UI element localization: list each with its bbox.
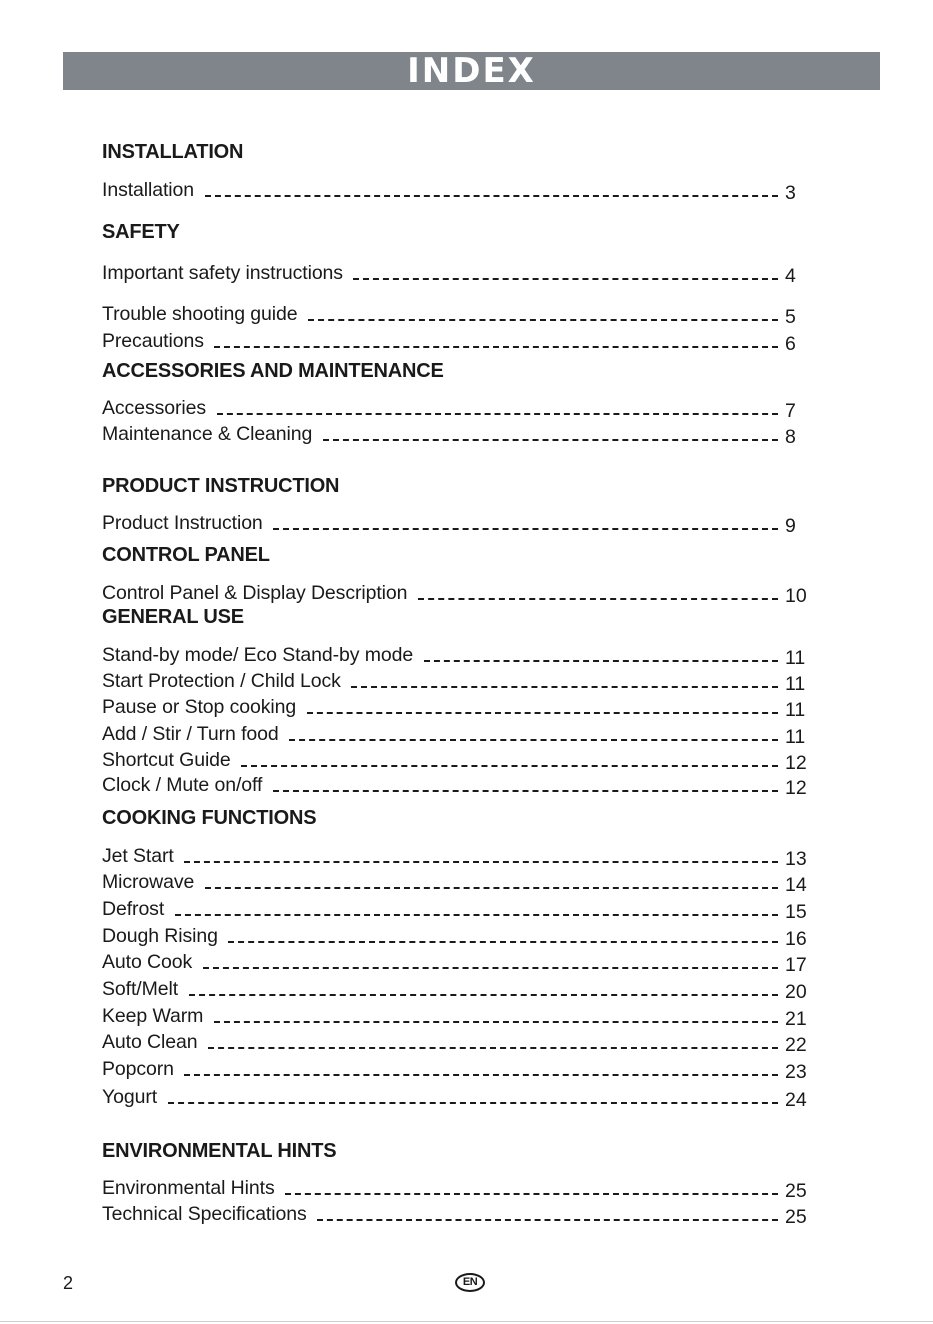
toc-entry-label: Environmental Hints [102, 1177, 275, 1199]
toc-entry-page: 11 [785, 726, 806, 748]
toc-entry [102, 329, 813, 355]
toc-entry-label: Trouble shooting guide [102, 303, 298, 325]
toc-leader-dots [241, 765, 778, 767]
toc-entry-page: 17 [785, 954, 807, 976]
toc-leader-dots [208, 1047, 778, 1049]
toc-entry [102, 1057, 813, 1083]
toc-entry [102, 897, 813, 923]
toc-leader-dots [228, 941, 778, 943]
section-heading: COOKING FUNCTIONS [102, 807, 317, 829]
toc-entry-label: Start Protection / Child Lock [102, 670, 341, 692]
toc-entry-label: Shortcut Guide [102, 749, 231, 771]
toc-entry-label: Yogurt [102, 1086, 158, 1108]
toc-entry-label: Microwave [102, 871, 195, 893]
toc-entry [102, 695, 813, 721]
toc-entry [102, 1176, 813, 1202]
toc-entry-page: 25 [785, 1206, 807, 1228]
toc-entry-page: 20 [785, 981, 807, 1003]
toc-entry-label: Accessories [102, 397, 207, 419]
language-badge [455, 1273, 485, 1292]
toc-entry [102, 950, 813, 976]
toc-entry [102, 870, 813, 896]
toc-leader-dots [273, 528, 778, 530]
toc-entry-page: 22 [785, 1034, 807, 1056]
toc-entry [102, 422, 813, 448]
toc-entry-page: 7 [785, 400, 796, 422]
toc-entry [102, 924, 813, 950]
section-heading: ENVIRONMENTAL HINTS [102, 1140, 337, 1162]
toc-entry-label: Soft/Melt [102, 978, 179, 1000]
toc-entry-label: Precautions [102, 330, 204, 352]
section-heading: INSTALLATION [102, 141, 244, 163]
toc-entry-page: 11 [785, 673, 806, 695]
toc-leader-dots [205, 887, 778, 889]
toc-leader-dots [189, 994, 778, 996]
toc-entry-page: 4 [785, 265, 796, 287]
toc-entry [102, 511, 813, 537]
toc-entry-page: 14 [785, 874, 807, 896]
toc-leader-dots [308, 319, 778, 321]
toc-leader-dots [418, 598, 778, 600]
toc-entry [102, 844, 813, 870]
toc-leader-dots [205, 195, 778, 197]
toc-entry-label: Important safety instructions [102, 262, 343, 284]
page-number: 2 [63, 1273, 74, 1293]
toc-entry-label: Add / Stir / Turn food [102, 723, 279, 745]
toc-entry-label: Maintenance & Cleaning [102, 423, 313, 445]
toc-leader-dots [424, 660, 778, 662]
toc-entry-page: 5 [785, 306, 796, 328]
toc-entry-label: Auto Clean [102, 1031, 198, 1053]
toc-leader-dots [323, 439, 778, 441]
toc-entry [102, 669, 813, 695]
toc-entry-page: 16 [785, 928, 807, 950]
toc-entry [102, 1030, 813, 1056]
section-heading: ACCESSORIES AND MAINTENANCE [102, 360, 444, 382]
toc-entry-page: 13 [785, 848, 807, 870]
toc-entry-page: 8 [785, 426, 796, 448]
toc-entry-label: Pause or Stop cooking [102, 696, 297, 718]
toc-entry-label: Installation [102, 179, 195, 201]
toc-leader-dots [353, 278, 778, 280]
toc-entry-page: 24 [785, 1089, 807, 1111]
toc-entry [102, 722, 813, 748]
toc-entry-label: Defrost [102, 898, 165, 920]
toc-entry [102, 1004, 813, 1030]
toc-entry-page: 9 [785, 515, 796, 537]
toc-leader-dots [285, 1193, 778, 1195]
index-title: INDEX [407, 51, 536, 91]
toc-entry [102, 977, 813, 1003]
toc-entry [102, 1085, 813, 1111]
toc-entry [102, 396, 813, 422]
toc-leader-dots [317, 1219, 778, 1221]
toc-entry-page: 25 [785, 1180, 807, 1202]
toc-leader-dots [175, 914, 778, 916]
toc-entry [102, 581, 813, 607]
toc-entry-label: Auto Cook [102, 951, 193, 973]
index-title-bar [63, 52, 880, 90]
toc-entry-label: Clock / Mute on/off [102, 774, 263, 796]
section-heading: GENERAL USE [102, 606, 244, 628]
toc-leader-dots [289, 739, 778, 741]
toc-entry-page: 23 [785, 1061, 807, 1083]
toc-entry [102, 773, 813, 799]
toc-leader-dots [214, 1021, 778, 1023]
toc-entry-label: Dough Rising [102, 925, 218, 947]
toc-entry-page: 11 [785, 647, 806, 669]
toc-leader-dots [214, 346, 778, 348]
toc-entry-label: Control Panel & Display Description [102, 582, 408, 604]
toc-leader-dots [351, 686, 778, 688]
toc-leader-dots [168, 1102, 778, 1104]
toc-leader-dots [184, 861, 778, 863]
toc-entry-page: 3 [785, 182, 796, 204]
toc-entry-page: 10 [785, 585, 807, 607]
toc-leader-dots [273, 790, 778, 792]
toc-leader-dots [307, 712, 778, 714]
toc-leader-dots [217, 413, 778, 415]
toc-leader-dots [184, 1074, 778, 1076]
toc-entry [102, 261, 813, 287]
language-code: EN [462, 1276, 478, 1288]
section-heading: CONTROL PANEL [102, 544, 270, 566]
toc-leader-dots [203, 967, 778, 969]
toc-entry-label: Technical Specifications [102, 1203, 307, 1225]
toc-entry-page: 6 [785, 333, 796, 355]
toc-entry [102, 178, 813, 204]
toc-entry-page: 21 [785, 1008, 807, 1030]
toc-entry-label: Jet Start [102, 845, 174, 867]
bottom-rule [0, 1321, 933, 1322]
toc-entry-label: Keep Warm [102, 1005, 204, 1027]
toc-entry-label: Popcorn [102, 1058, 174, 1080]
toc-entry-page: 15 [785, 901, 807, 923]
toc-entry-label: Product Instruction [102, 512, 263, 534]
toc-entry-page: 12 [785, 777, 807, 799]
toc-entry-page: 12 [785, 752, 807, 774]
toc-entry-label: Stand-by mode/ Eco Stand-by mode [102, 644, 414, 666]
toc-entry-page: 11 [785, 699, 806, 721]
section-heading: SAFETY [102, 221, 180, 243]
toc-entry [102, 643, 813, 669]
section-heading: PRODUCT INSTRUCTION [102, 475, 340, 497]
toc-entry [102, 748, 813, 774]
toc-entry [102, 1202, 813, 1228]
toc-entry [102, 302, 813, 328]
